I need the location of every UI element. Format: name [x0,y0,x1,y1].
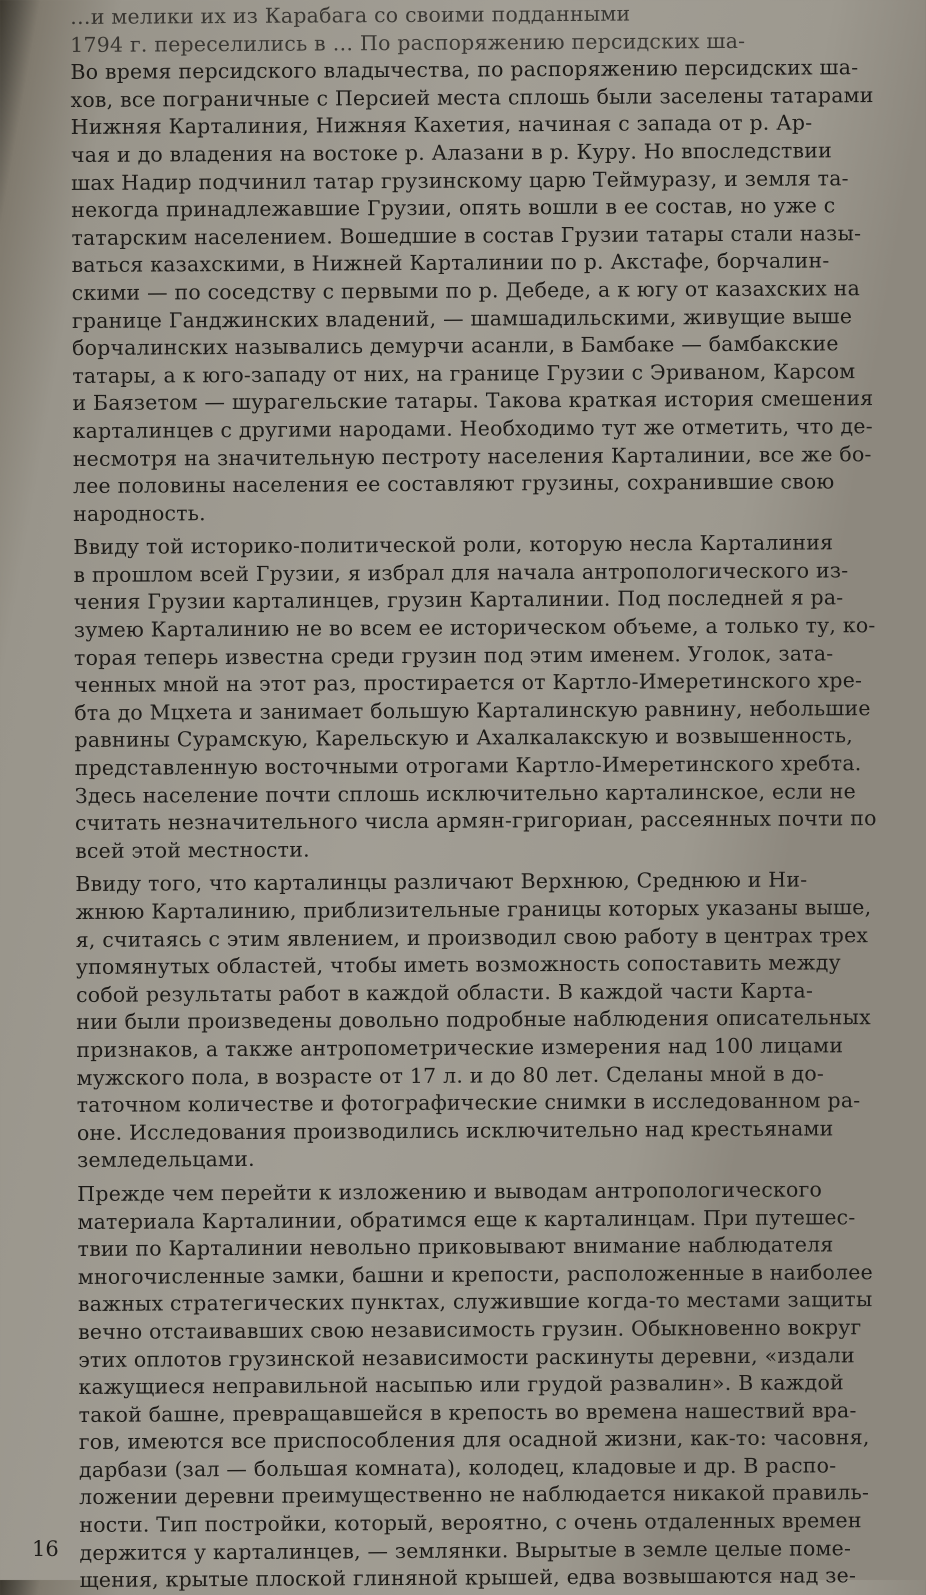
text-line: несмотря на значительную пестроту населения Карталинии, все же бо- [72,441,872,471]
text-line: скими — по соседству с первыми по р. Дебеде, а к югу от казахских на [71,276,861,305]
text-line: ваться казахскими, в Нижней Карталинии по р. Акстафе, борчалин- [71,248,830,278]
text-line: кажущиеся неправильной насыпью или грудой развалин». В каждой [78,1370,844,1400]
text-line: важных стратегических пунктах, служившие когда-то местами защиты [77,1287,873,1317]
text-line: ности. Тип постройки, который, вероятно, с очень отдаленных времен [79,1508,862,1538]
text-line: такой башне, превращавшейся в крепость во времена нашествий вра- [78,1397,857,1427]
text-line: материала Карталинии, обратимся еще к карталинцам. При путешес- [77,1204,856,1234]
text-line: некогда принадлежавшие Грузии, опять вошли в ее состав, но уже с [71,193,836,223]
text-line: дарбази (зал — большая комната), колодец, кладовые и др. В распо- [78,1453,837,1482]
text-line: хов, все пограничные с Персией места сплошь были заселены татарами [70,82,874,112]
text-line: ложении деревни преимущественно не наблюдается никакой правиль- [79,1480,870,1510]
text-line: гов, имеются все приспособления для осадной жизни, как-то: часовня, [78,1425,870,1455]
text-line: твии по Карталинии невольно приковывают внимание наблюдателя [77,1232,834,1262]
paragraph-p2 [73,529,921,865]
paragraph-p3 [75,866,923,1175]
text-line: равнины Сурамскую, Карельскую и Ахалкалакскую и возвышенность, [74,723,853,753]
text-line: признаков, а также антропометрические измерения над 100 лицами [76,1033,844,1062]
text-line: нии были произведены довольно подробные наблюдения описательных [76,1005,871,1035]
page-number: 16 [32,1537,59,1561]
text-line: земледельцами. [76,1147,255,1173]
text-line: Во время персидского владычества, по распоряжению персидских ша- [70,55,859,85]
page-text [70,0,926,1595]
text-line: 1794 г. переселились в … По распоряжению персидских ша- [70,28,746,57]
text-line: …и мелики их из Карабага со своими подданными [70,1,631,29]
text-line: вечно отстаивавших свою независимость грузин. Обыкновенно вокруг [78,1315,862,1344]
text-line: татарским населением. Вошедшие в состав Грузии татары стали назы- [71,220,862,250]
text-line: Прежде чем перейти к изложению и выводам антропологического [77,1177,823,1206]
text-line: в прошлом всей Грузии, я избрал для начала антропологического из- [73,558,849,587]
text-line: мужского пола, в возрасте от 17 л. и до 80 лет. Сделаны мной в до- [76,1060,825,1090]
text-line: чения Грузии карталинцев, грузин Карталинии. Под последней я ра- [73,585,844,615]
text-line: жнюю Карталинию, приблизительные границы которых указаны выше, [75,895,872,924]
text-line: народность. [73,500,206,526]
text-line: границе Ганджинских владений, — шамшадильскими, живущие выше [71,303,853,333]
text-line: таточном количестве и фотографические снимки в исследованном ра- [76,1088,861,1118]
text-line: я, считаясь с этим явлением, и производил свою работу в центрах трех [75,922,869,952]
text-line: Здесь население почти сплошь исключительно карталинское, если не [74,778,857,808]
text-line: держится у карталинцев, — землянки. Вырытые в земле целые поме- [79,1535,852,1565]
paragraph-p1 [70,0,919,528]
text-line: ченных мной на этот раз, простирается от Картло-Имеретинского хре- [74,668,863,698]
text-line: Нижняя Карталиния, Нижняя Кахетия, начиная с запада от р. Ар- [70,110,813,140]
text-line: оне. Исследования производились исключительно над крестьянами [76,1116,834,1145]
text-line: зумею Карталинию не во всем ее историческом объеме, а только ту, ко- [73,613,876,643]
text-line: представленную восточными отрогами Картло-Имеретинского хребта. [74,751,862,781]
text-line: борчалинских назывались демурчи асанли, в Бамбаке — бамбакские [72,331,839,361]
text-line: шах Надир подчинил татар грузинскому царю Теймуразу, и земля та- [71,165,849,195]
text-line: щения, крытые плоской глиняной крышей, едва возвышаются над зе- [79,1563,857,1593]
text-line: чая и до владения на востоке р. Алазани в р. Куру. Но впоследствии [70,138,833,167]
text-line: и Баязетом — шурагельские татары. Такова краткая история смешения [72,386,874,416]
text-line: собой результаты работ в каждой области. В каждой части Карта- [75,978,814,1007]
text-line: этих оплотов грузинской независимости раскинуты деревни, «издали [78,1342,855,1372]
text-line: татары, а к юго-западу от них, на границе Грузии с Эриваном, Карсом [72,358,856,388]
text-line: Ввиду той историко-политической роли, которую несла Карталиния [73,530,834,560]
text-line: всей этой местности. [75,837,310,863]
text-line: торая теперь известна среди грузин под этим именем. Уголок, зата- [73,641,834,670]
paragraph-p4 [77,1176,926,1595]
text-line: считать незначительного числа армян-григориан, рассеянных почти по [74,806,877,836]
text-line: Ввиду того, что карталинцы различают Верхнюю, Среднюю и Ни- [75,867,808,897]
text-line: многочисленные замки, башни и крепости, расположенные в наиболее [77,1259,873,1289]
text-line: карталинцев с другими народами. Необходимо тут же отметить, что де- [72,414,873,443]
text-line: упомянутых областей, чтобы иметь возможность сопоставить между [75,950,841,980]
text-line: бта до Мцхета и занимает большую Карталинскую равнину, небольшие [74,695,871,725]
text-line: лее половины населения ее составляют грузины, сохранившие свою [72,469,835,499]
